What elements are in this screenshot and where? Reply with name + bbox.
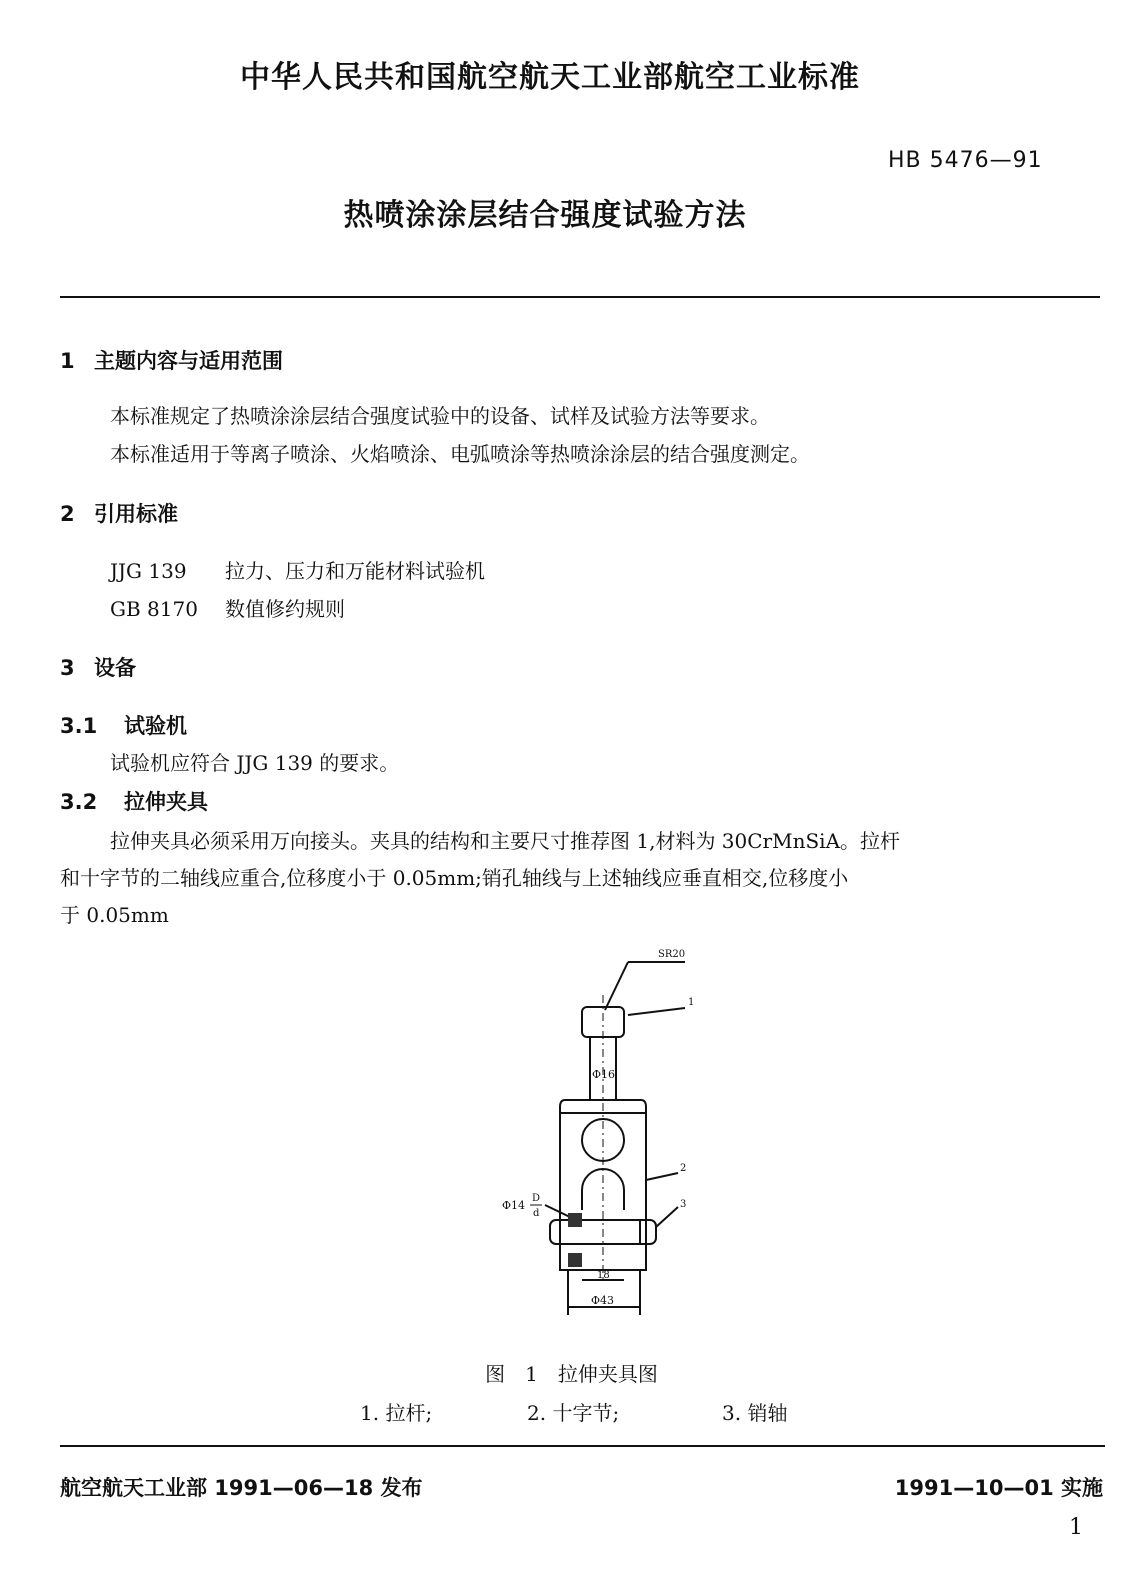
section-3-2-heading [60,786,208,816]
section-3-2-number: 3.2 [60,790,98,814]
section-3-2-title: 拉伸夹具 [124,790,208,814]
section-2-number: 2 [60,502,75,526]
section-3-2-line-2: 和十字节的二轴线应重合,位移度小于 0.05mm;销孔轴线与上述轴线应垂直相交,位移度小 [60,866,849,890]
label-callout-2: 2 [680,1163,687,1174]
document-title: 热喷涂涂层结合强度试验方法 [343,198,747,233]
label-callout-1: 1 [688,997,695,1008]
label-dimension-18: 18 [597,1270,610,1281]
section-3-number: 3 [60,656,75,680]
section-3-2-line-1: 拉伸夹具必须采用万向接头。夹具的结构和主要尺寸推荐图 1,材料为 30CrMnSiA。拉杆 [110,829,901,853]
hatch-section-lower [568,1253,582,1267]
phi14-leader [545,1205,572,1218]
callout-3-leader [656,1207,678,1227]
publish-date: 航空航天工业部 1991—06—18 发布 [60,1476,423,1500]
reference-code: JJG 139 [110,559,187,583]
section-2-title: 引用标准 [94,502,178,526]
label-phi16: Φ16 [592,1068,616,1081]
callout-1-leader [628,1008,685,1015]
label-fit-d: d [533,1208,540,1219]
section-3-heading [60,652,136,682]
section-3-2-line-3: 于 0.05mm [60,903,169,927]
hatch-section-upper [568,1213,582,1227]
figure-legend-item: 2. 十字节; [527,1401,620,1425]
label-dimension-phi43: Φ43 [591,1294,615,1307]
callout-2-leader [646,1173,678,1180]
label-phi14: Φ14 [502,1199,526,1212]
tensile-fixture-drawing [480,935,720,1335]
label-fit-D: D [532,1193,541,1204]
label-sr20: SR20 [658,949,686,960]
section-1-title: 主题内容与适用范围 [94,349,283,373]
effective-date: 1991—10—01 实施 [894,1476,1103,1500]
figure-legend-item: 3. 销轴 [722,1401,788,1425]
footer-divider [60,1445,1105,1447]
section-1-paragraph-2: 本标准适用于等离子喷涂、火焰喷涂、电弧喷涂等热喷涂涂层的结合强度测定。 [110,442,810,466]
section-3-1-heading [60,710,187,740]
section-2-heading [60,498,178,528]
standard-code: HB 5476—91 [888,148,1043,173]
page-number: 1 [1069,1515,1083,1540]
section-3-1-number: 3.1 [60,714,98,738]
section-1-number: 1 [60,349,75,373]
section-3-title: 设备 [94,656,136,680]
section-3-1-title: 试验机 [124,714,187,738]
section-1-paragraph-1: 本标准规定了热喷涂涂层结合强度试验中的设备、试样及试验方法等要求。 [110,404,770,428]
reference-title: 数值修约规则 [225,597,345,621]
sr20-leader-arrow [605,962,628,1010]
figure-legend-item: 1. 拉杆; [360,1401,433,1425]
header-divider [60,296,1100,298]
section-3-1-text: 试验机应符合 JJG 139 的要求。 [110,751,400,775]
figure-caption: 图 1 拉伸夹具图 [485,1362,658,1386]
label-callout-3: 3 [680,1199,687,1210]
org-standard-title: 中华人民共和国航空航天工业部航空工业标准 [240,60,860,95]
reference-item [110,593,345,622]
section-1-heading [60,345,283,375]
reference-title: 拉力、压力和万能材料试验机 [225,559,485,583]
reference-code: GB 8170 [110,597,198,621]
reference-item [110,555,485,584]
